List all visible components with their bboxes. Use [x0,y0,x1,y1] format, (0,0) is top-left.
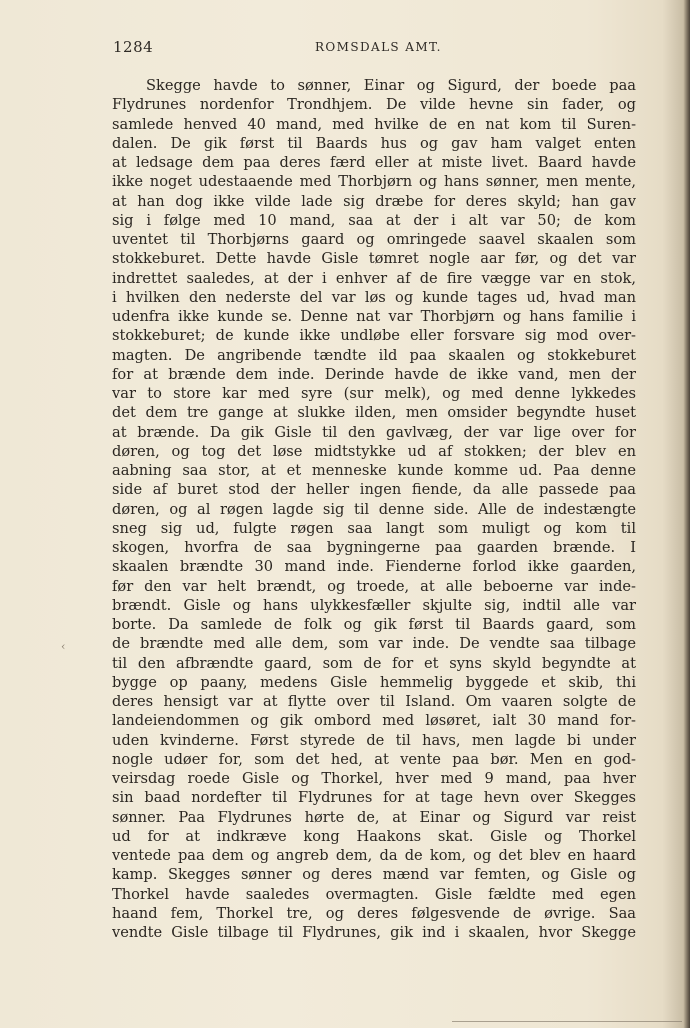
text-line: samlede henved 40 mand, med hvilke de en nat kom til Suren- [112,115,636,133]
text-line: at ledsage dem paa deres færd eller at miste livet. Baard havde [112,154,636,171]
text-line: aabning saa stor, at et menneske kunde komme ud. Paa denne [112,462,636,479]
text-line: Flydrunes nordenfor Trondhjem. De vilde hevne sin fader, og [112,96,636,114]
page-edge-shadow [683,0,690,1028]
text-line: indrettet saaledes, at der i enhver af de fire vægge var en stok, [112,269,636,287]
text-line: de brændte med alle dem, som var inde. De vendte saa tilbage [112,635,636,653]
text-line: side af buret stod der heller ingen fiende, da alle passede paa [112,481,636,499]
text-line: for at brænde dem inde. Derinde havde de ikke vand, men der [112,365,636,383]
text-line: før den var helt brændt, og troede, at alle beboerne var inde- [112,577,636,595]
text-line: Thorkel havde saaledes overmagten. Gisle fældte med egen [112,885,636,903]
page-number: 1284 [113,38,154,56]
text-line: sig i følge med 10 mand, saa at der i alt var 50; de kom [112,211,636,229]
text-line: uventet til Thorbjørns gaard og omringede saavel skaalen som [112,231,636,248]
text-line: haand fem, Thorkel tre, og deres følgesvende de øvrige. Saa [112,904,636,922]
text-line: brændt. Gisle og hans ulykkesfæller skjulte sig, indtil alle var [112,596,636,614]
footer-rule [452,1021,682,1022]
body-text [112,76,636,942]
text-line: magten. De angribende tændte ild paa skaalen og stokkeburet [112,346,636,364]
text-line: at brænde. Da gik Gisle til den gavlvæg, der var lige over for [112,423,636,441]
text-line: kamp. Skegges sønner og deres mænd var femten, og Gisle og [112,866,636,884]
text-line: sneg sig ud, fulgte røgen saa langt som muligt og kom til [112,519,636,537]
text-line: det dem tre gange at slukke ilden, men omsider begyndte huset [112,404,636,422]
text-line: ikke noget udestaaende med Thorbjørn og hans sønner, men mente, [112,173,636,191]
text-line: skogen, hvorfra de saa bygningerne paa gaarden brænde. I [112,539,636,556]
text-line: sin baad nordefter til Flydrunes for at tage hevn over Skegges [112,789,636,807]
text-line: at han dog ikke vilde lade sig dræbe for deres skyld; han gav [112,192,636,210]
text-line: sønner. Paa Flydrunes hørte de, at Einar og Sigurd var reist [112,808,636,826]
page-header [113,38,635,60]
text-line: Skegge havde to sønner, Einar og Sigurd, der boede paa [146,77,636,94]
margin-mark: ‹ [61,640,66,653]
text-line: uden kvinderne. Først styrede de til havs, men lagde bi under [112,731,636,749]
text-line: i hvilken den nederste del var løs og kunde tages ud, hvad man [112,288,636,306]
text-line: veirsdag roede Gisle og Thorkel, hver med 9 mand, paa hver [112,770,636,787]
text-line: deres hensigt var at flytte over til Island. Om vaaren solgte de [112,693,636,710]
text-line: borte. Da samlede de folk og gik først til Baards gaard, som [112,616,636,633]
text-line: ventede paa dem og angreb dem, da de kom, og det blev en haard [112,847,636,864]
running-title: ROMSDALS AMT. [315,40,442,54]
text-line: dalen. De gik først til Baards hus og gav ham valget enten [112,134,636,152]
text-line: nogle udøer for, som det hed, at vente paa bør. Men en god- [112,750,636,768]
text-line: vendte Gisle tilbage til Flydrunes, gik ind i skaalen, hvor Skegge [112,924,636,941]
text-line: landeiendommen og gik ombord med løsøret, ialt 30 mand for- [112,712,636,730]
text-line: udenfra ikke kunde se. Denne nat var Thorbjørn og hans familie i [112,308,636,325]
text-line: ud for at indkræve kong Haakons skat. Gisle og Thorkel [112,827,636,845]
text-line: døren, og tog det løse midtstykke ud af stokken; der blev en [112,442,636,460]
text-line: til den afbrændte gaard, som de for et syns skyld begyndte at [112,654,636,672]
text-line: stokkeburet. Dette havde Gisle tømret nogle aar før, og det var [112,250,636,268]
text-line: bygge op paany, medens Gisle hemmelig byggede et skib, thi [112,673,636,691]
text-line: skaalen brændte 30 mand inde. Fienderne forlod ikke gaarden, [112,558,636,576]
text-line: var to store kar med syre (sur melk), og med denne lykkedes [112,385,636,402]
text-line: døren, og al røgen lagde sig til denne side. Alle de indestængte [112,500,636,518]
text-line: stokkeburet; de kunde ikke undløbe eller forsvare sig mod over- [112,327,636,345]
